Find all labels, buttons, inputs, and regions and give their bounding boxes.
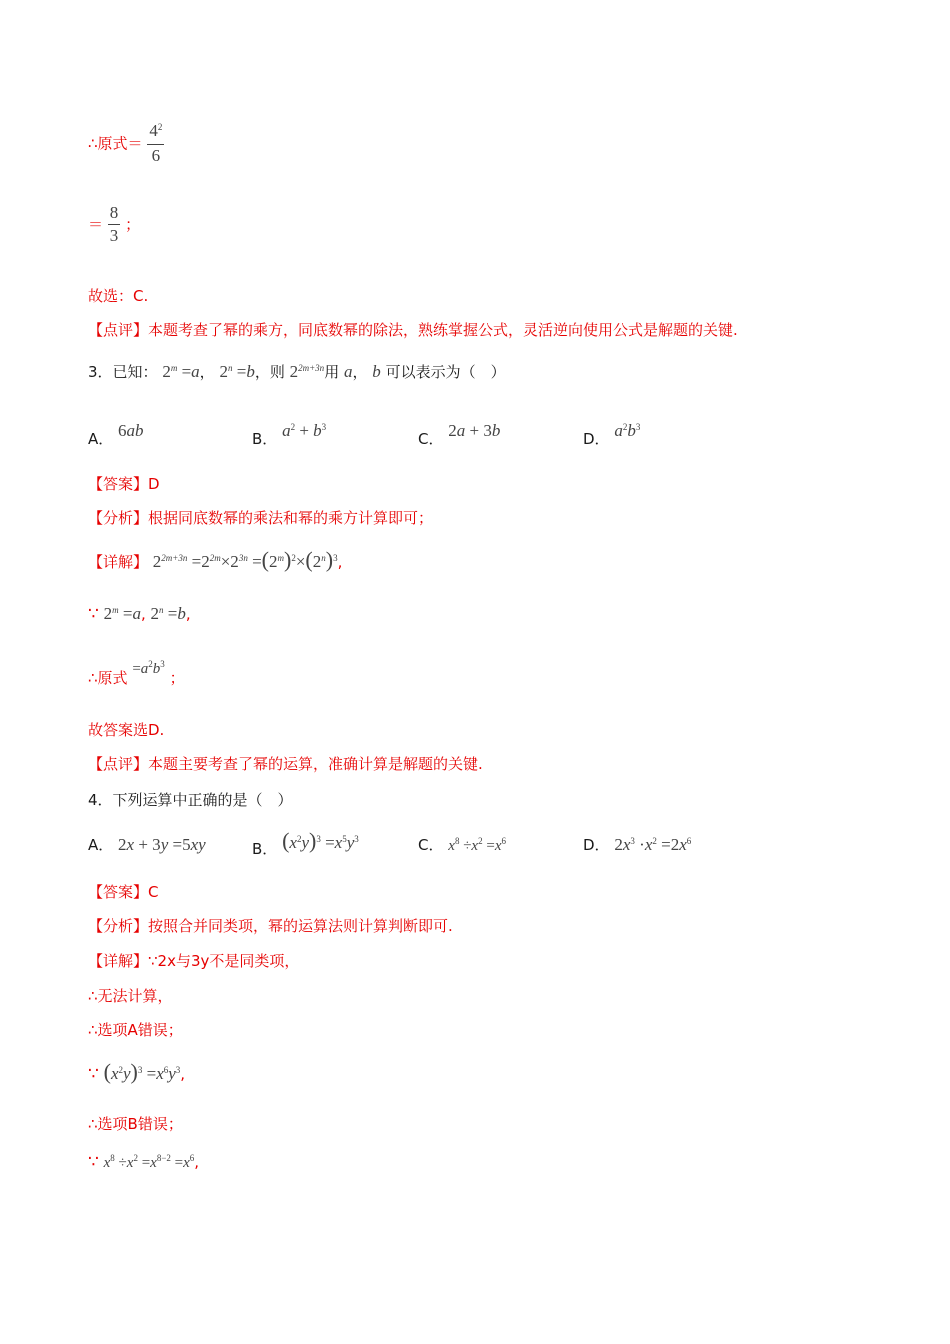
sep: ， [352, 363, 368, 381]
q3-detail [88, 547, 343, 574]
q3-comment [88, 754, 483, 774]
q3-option-a[interactable] [88, 420, 144, 448]
q3-option-c[interactable] [418, 420, 501, 448]
choice-line: 故选：C. [88, 287, 149, 305]
comma: , [337, 553, 343, 571]
q4-since-b [88, 1059, 186, 1086]
q4-option-d[interactable] [583, 834, 691, 855]
sep: ， [199, 363, 215, 381]
option-expr: $2x^3 \cdot x^2 =2x^6$ [614, 835, 692, 854]
because-symbol: ∵ [88, 1064, 99, 1084]
question-3-prefix: 3．已知： [88, 363, 158, 381]
option-expr: $a^2 + b^3$ [282, 421, 327, 440]
q4-no-calc: ∴无法计算， [88, 987, 173, 1005]
analysis-tag: 【分析】 [88, 917, 149, 935]
question-4-stem: 4．下列运算中正确的是（ ） [88, 791, 293, 809]
math-2m-eq-a: $2^m =a$ [162, 362, 200, 381]
because-symbol: ∵ [88, 1152, 99, 1172]
q3-therefore-line [88, 659, 185, 690]
q4-option-b-wrong: ∴选项B错误； [88, 1115, 183, 1133]
detail-expression: $2^{2m+3n} =2^{2m}\times 2^{3n} =(2^m)^2\times(2^n)^3$ [152, 547, 338, 572]
math-2n-eq-b: $2^n =b$ [150, 604, 186, 623]
q3-answer: 【答案】D [88, 475, 160, 493]
math-a2b3: $=a^2b^3$ [132, 659, 165, 677]
q4-option-c[interactable] [418, 834, 506, 855]
comma: , [185, 605, 191, 623]
q4-option-a[interactable] [88, 834, 206, 855]
q3-analysis [88, 508, 433, 528]
q3-since-line: ∵ $2^m =a$, $2^n =b$, [88, 604, 191, 624]
q3-choice: 故答案选D. [88, 721, 165, 739]
q4-answer: 【答案】C [88, 883, 159, 901]
comment-text: 本题考查了幂的乘方，同底数幂的除法，熟练掌握公式，灵活逆向使用公式是解题的关键. [148, 321, 738, 339]
option-expr: 2a + 3b [448, 421, 501, 440]
analysis-tag: 【分析】 [88, 509, 149, 527]
equals-line [88, 202, 140, 247]
fraction-numerator: 8 [108, 202, 121, 225]
therefore-original-label: ∴原式 [88, 669, 128, 687]
comment-text: 本题主要考查了幂的运算，准确计算是解题的关键. [148, 755, 483, 773]
detail-tag: 【详解】 [88, 952, 149, 970]
option-letter: D． [583, 836, 610, 854]
q3-option-b[interactable] [252, 420, 327, 448]
comment-tag: 【点评】 [88, 321, 149, 339]
comma: , [180, 1065, 186, 1083]
use-word: 用 [324, 363, 340, 381]
math-2n-eq-b: $2^n =b$ [219, 362, 255, 381]
sep: ，则 [254, 363, 285, 381]
option-expr: 2x + 3y =5xy [118, 835, 206, 854]
option-letter: C． [418, 430, 444, 448]
math-a: a [343, 362, 353, 381]
question-3-stem [88, 362, 506, 384]
option-letter: C． [418, 836, 444, 854]
semicolon: ； [169, 669, 185, 687]
fraction-8-over-3 [108, 202, 121, 247]
semicolon: ； [125, 215, 141, 234]
q4-option-b[interactable] [252, 828, 359, 858]
option-letter: B． [252, 430, 278, 448]
math-2m-eq-a: $2^m =a$ [103, 604, 141, 623]
detail-tag: 【详解】 [88, 553, 149, 571]
comment-tag: 【点评】 [88, 755, 149, 773]
therefore-line-original [88, 120, 164, 167]
fraction-denominator: 3 [109, 226, 119, 245]
comma: , [194, 1153, 200, 1171]
option-letter: D． [583, 430, 610, 448]
fraction-numerator: $4^2$ [147, 120, 164, 145]
q4-analysis [88, 916, 453, 936]
equals-sign: ＝ [88, 215, 104, 234]
therefore-original-label: ∴原式＝ [88, 134, 143, 153]
q3-option-d[interactable] [583, 420, 641, 448]
fraction-4sq-over-6 [147, 120, 164, 167]
math-b: b [372, 362, 381, 381]
detail-text: ∵2x与3y不是同类项， [148, 952, 300, 970]
math-expr-b: $(x^2y)^3 =x^6y^3$ [103, 1059, 181, 1084]
option-expr: $x^8 \div x^2 =x^6$ [448, 836, 506, 854]
analysis-text: 根据同底数幂的乘法和幂的乘方计算即可； [148, 509, 434, 527]
option-letter: B． [252, 840, 278, 858]
q4-since-c [88, 1152, 199, 1174]
option-letter: A． [88, 836, 114, 854]
because-symbol: ∵ [88, 604, 99, 624]
option-expr: 6ab [118, 421, 144, 440]
option-expr: $(x^2y)^3 =x^5y^3$ [282, 828, 359, 853]
q4-option-a-wrong: ∴选项A错误； [88, 1021, 183, 1039]
option-expr: $a^2b^3$ [614, 421, 641, 440]
math-2-pow-2m3n: $2^{2m+3n}$ [289, 362, 325, 381]
comment-line [88, 320, 738, 340]
fraction-denominator: 6 [151, 146, 161, 165]
q4-detail [88, 951, 299, 971]
option-letter: A． [88, 430, 114, 448]
math-expr-c: $x^8 \div x^2 =x^{8-2} =x^6$ [103, 1153, 195, 1171]
question-3-suffix: 可以表示为（ ） [385, 363, 506, 381]
analysis-text: 按照合并同类项，幂的运算法则计算判断即可. [148, 917, 453, 935]
